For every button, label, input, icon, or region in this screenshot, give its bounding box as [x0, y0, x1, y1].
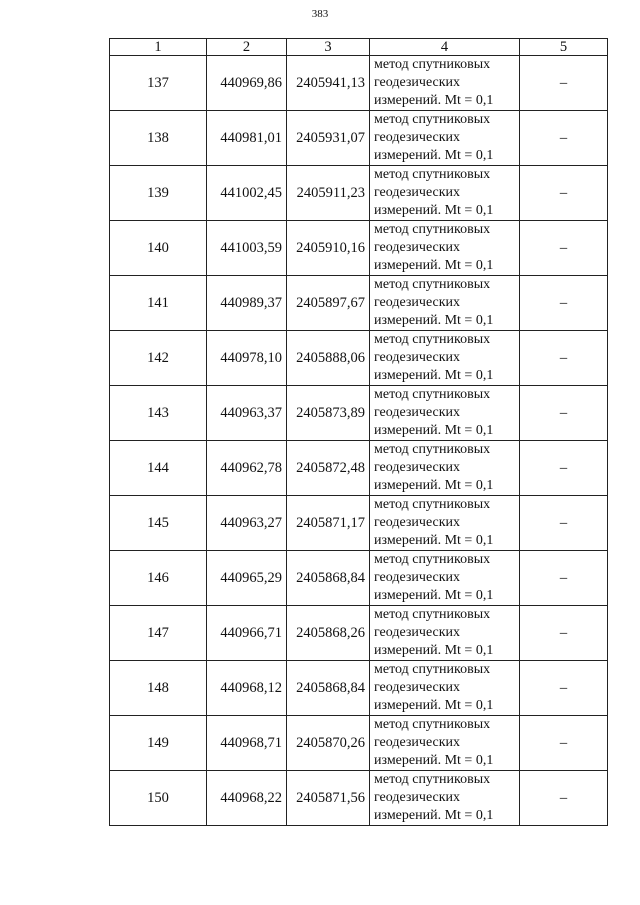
header-row [110, 39, 608, 56]
method-line: геодезических [374, 185, 461, 200]
table-row [110, 331, 608, 386]
note-cell: – [520, 441, 608, 496]
method-cell [370, 276, 520, 331]
method-cell [370, 441, 520, 496]
x-coordinate-cell: 440968,12 [207, 661, 287, 716]
method-cell [370, 551, 520, 606]
y-coordinate-cell: 2405888,06 [287, 331, 370, 386]
note-cell: – [520, 496, 608, 551]
method-line: метод спутниковых [374, 772, 491, 787]
method-line: измерений. Mt = 0,1 [374, 203, 494, 218]
point-number-cell: 145 [110, 496, 207, 551]
note-cell: – [520, 771, 608, 826]
x-coordinate-cell: 440966,71 [207, 606, 287, 661]
method-line: геодезических [374, 625, 461, 640]
point-number-cell: 147 [110, 606, 207, 661]
x-coordinate-cell: 440962,78 [207, 441, 287, 496]
method-line: геодезических [374, 790, 461, 805]
method-line: измерений. Mt = 0,1 [374, 588, 494, 603]
point-number-cell: 148 [110, 661, 207, 716]
y-coordinate-cell: 2405871,56 [287, 771, 370, 826]
method-line: геодезических [374, 240, 461, 255]
method-cell [370, 716, 520, 771]
method-line: метод спутниковых [374, 442, 491, 457]
method-line: метод спутниковых [374, 277, 491, 292]
table-row [110, 606, 608, 661]
method-line: геодезических [374, 295, 461, 310]
page-number: 383 [311, 8, 329, 20]
point-number-cell: 140 [110, 221, 207, 276]
method-line: измерений. Mt = 0,1 [374, 478, 494, 493]
y-coordinate-cell: 2405941,13 [287, 56, 370, 111]
table-row [110, 496, 608, 551]
table-body [110, 56, 608, 826]
x-coordinate-cell: 440969,86 [207, 56, 287, 111]
x-coordinate-cell: 440965,29 [207, 551, 287, 606]
table-row [110, 771, 608, 826]
point-number-cell: 146 [110, 551, 207, 606]
note-cell: – [520, 166, 608, 221]
method-line: измерений. Mt = 0,1 [374, 698, 494, 713]
note-cell: – [520, 276, 608, 331]
column-header-4: 4 [370, 39, 520, 56]
table-row [110, 716, 608, 771]
table-row [110, 56, 608, 111]
y-coordinate-cell: 2405897,67 [287, 276, 370, 331]
note-cell: – [520, 331, 608, 386]
table-row [110, 661, 608, 716]
column-header-2: 2 [207, 39, 287, 56]
x-coordinate-cell: 440978,10 [207, 331, 287, 386]
x-coordinate-cell: 440968,22 [207, 771, 287, 826]
table-row [110, 386, 608, 441]
table-row [110, 441, 608, 496]
note-cell: – [520, 606, 608, 661]
note-cell: – [520, 111, 608, 166]
method-line: геодезических [374, 460, 461, 475]
y-coordinate-cell: 2405868,26 [287, 606, 370, 661]
method-line: метод спутниковых [374, 387, 491, 402]
method-line: метод спутниковых [374, 497, 491, 512]
method-cell [370, 606, 520, 661]
method-line: геодезических [374, 515, 461, 530]
method-line: геодезических [374, 735, 461, 750]
method-line: измерений. Mt = 0,1 [374, 368, 494, 383]
method-line: геодезических [374, 680, 461, 695]
column-header-1: 1 [110, 39, 207, 56]
method-line: измерений. Mt = 0,1 [374, 643, 494, 658]
point-number-cell: 139 [110, 166, 207, 221]
method-cell [370, 56, 520, 111]
method-line: метод спутниковых [374, 57, 491, 72]
note-cell: – [520, 56, 608, 111]
method-cell [370, 771, 520, 826]
y-coordinate-cell: 2405872,48 [287, 441, 370, 496]
note-cell: – [520, 221, 608, 276]
note-cell: – [520, 661, 608, 716]
x-coordinate-cell: 440963,27 [207, 496, 287, 551]
method-cell [370, 661, 520, 716]
x-coordinate-cell: 441002,45 [207, 166, 287, 221]
method-line: геодезических [374, 75, 461, 90]
method-line: измерений. Mt = 0,1 [374, 533, 494, 548]
point-number-cell: 143 [110, 386, 207, 441]
y-coordinate-cell: 2405910,16 [287, 221, 370, 276]
method-line: измерений. Mt = 0,1 [374, 313, 494, 328]
column-header-3: 3 [287, 39, 370, 56]
method-cell [370, 166, 520, 221]
method-line: метод спутниковых [374, 552, 491, 567]
point-number-cell: 144 [110, 441, 207, 496]
x-coordinate-cell: 441003,59 [207, 221, 287, 276]
point-number-cell: 150 [110, 771, 207, 826]
note-cell: – [520, 551, 608, 606]
point-number-cell: 141 [110, 276, 207, 331]
table-row [110, 166, 608, 221]
column-header-5: 5 [520, 39, 608, 56]
method-cell [370, 331, 520, 386]
table-row [110, 276, 608, 331]
table-row [110, 111, 608, 166]
table-header [110, 39, 608, 56]
method-line: метод спутниковых [374, 112, 491, 127]
method-cell [370, 386, 520, 441]
method-line: измерений. Mt = 0,1 [374, 423, 494, 438]
point-number-cell: 149 [110, 716, 207, 771]
table-row [110, 221, 608, 276]
x-coordinate-cell: 440968,71 [207, 716, 287, 771]
x-coordinate-cell: 440963,37 [207, 386, 287, 441]
method-line: метод спутниковых [374, 332, 491, 347]
method-line: измерений. Mt = 0,1 [374, 258, 494, 273]
y-coordinate-cell: 2405871,17 [287, 496, 370, 551]
method-line: измерений. Mt = 0,1 [374, 93, 494, 108]
note-cell: – [520, 386, 608, 441]
method-line: метод спутниковых [374, 717, 491, 732]
method-line: измерений. Mt = 0,1 [374, 808, 494, 823]
x-coordinate-cell: 440981,01 [207, 111, 287, 166]
y-coordinate-cell: 2405931,07 [287, 111, 370, 166]
method-line: метод спутниковых [374, 222, 491, 237]
y-coordinate-cell: 2405868,84 [287, 551, 370, 606]
coordinates-table [109, 38, 608, 826]
method-line: метод спутниковых [374, 167, 491, 182]
method-cell [370, 111, 520, 166]
point-number-cell: 142 [110, 331, 207, 386]
y-coordinate-cell: 2405870,26 [287, 716, 370, 771]
y-coordinate-cell: 2405868,84 [287, 661, 370, 716]
y-coordinate-cell: 2405873,89 [287, 386, 370, 441]
x-coordinate-cell: 440989,37 [207, 276, 287, 331]
method-line: геодезических [374, 130, 461, 145]
point-number-cell: 137 [110, 56, 207, 111]
method-line: метод спутниковых [374, 662, 491, 677]
table-row [110, 551, 608, 606]
method-line: геодезических [374, 350, 461, 365]
note-cell: – [520, 716, 608, 771]
method-cell [370, 496, 520, 551]
point-number-cell: 138 [110, 111, 207, 166]
method-line: метод спутниковых [374, 607, 491, 622]
y-coordinate-cell: 2405911,23 [287, 166, 370, 221]
method-line: измерений. Mt = 0,1 [374, 753, 494, 768]
method-line: геодезических [374, 405, 461, 420]
method-line: измерений. Mt = 0,1 [374, 148, 494, 163]
method-cell [370, 221, 520, 276]
method-line: геодезических [374, 570, 461, 585]
